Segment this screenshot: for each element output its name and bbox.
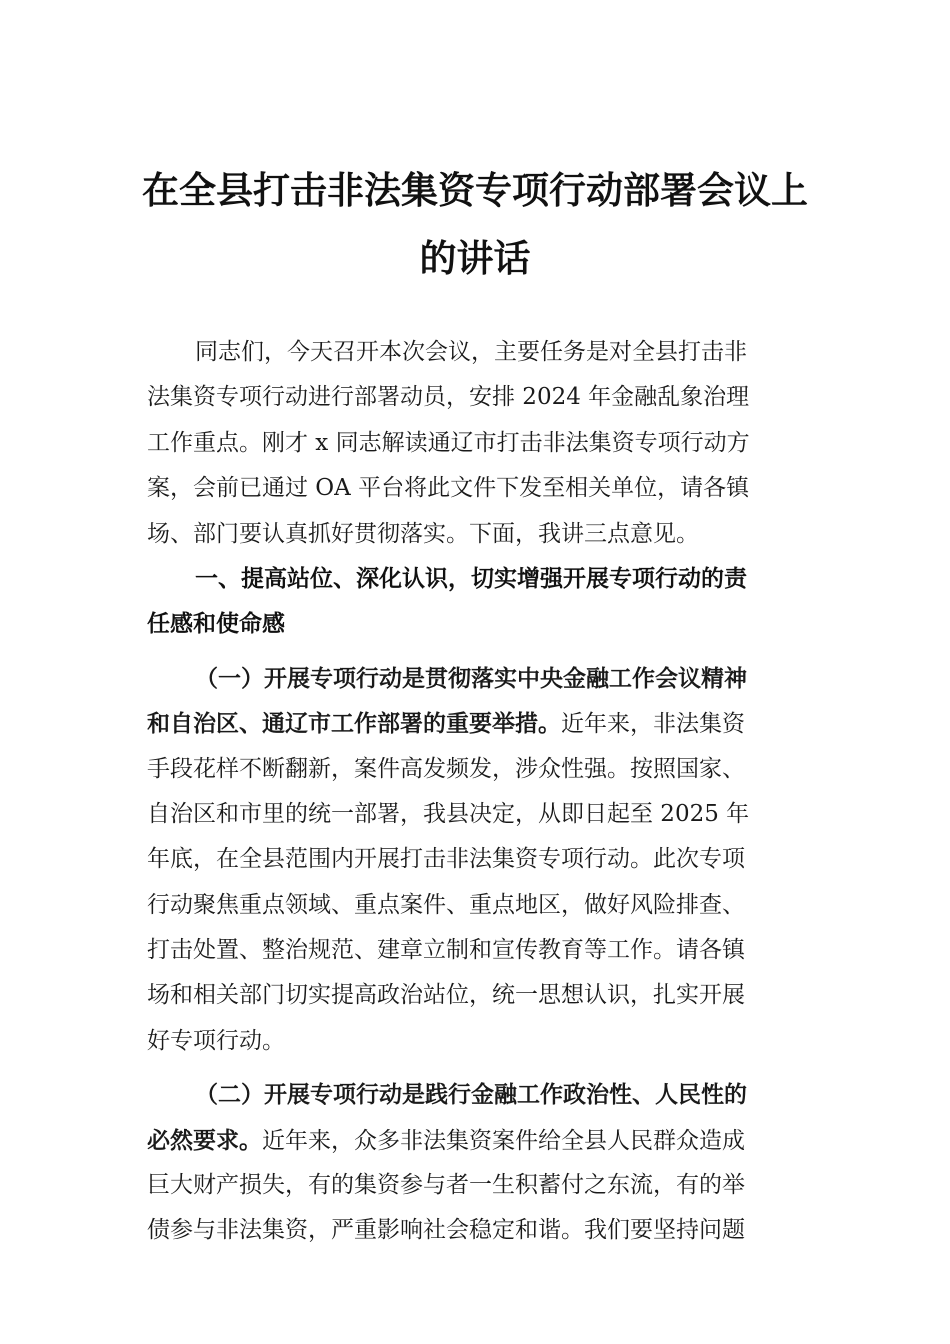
subsection-heading-tail: 必然要求。 — [147, 1126, 262, 1154]
document-body — [147, 330, 812, 1254]
section-heading: 任感和使命感 — [147, 611, 285, 638]
intro-line: 案，会前已通过 OA 平台将此文件下发至相关单位，请各镇 — [147, 475, 750, 502]
subsection-line — [147, 1118, 812, 1163]
subsection-heading: （一）开展专项行动是贯彻落实中央金融工作会议精神 — [195, 664, 747, 692]
section-heading: 一、提高站位、深化认识，切实增强开展专项行动的责 — [195, 565, 747, 592]
spacer — [147, 1064, 812, 1072]
intro-line: 工作重点。刚才 x 同志解读通辽市打击非法集资专项行动方 — [147, 429, 750, 456]
paragraph-line: 自治区和市里的统一部署，我县决定，从即日起至 2025 年 — [147, 800, 750, 827]
intro-line: 法集资专项行动进行部署动员，安排 2024 年金融乱象治理 — [147, 384, 750, 411]
paragraph-line: 行动聚焦重点领域、重点案件、重点地区，做好风险排查、 — [147, 891, 745, 918]
paragraph-line: 手段花样不断翻新，案件高发频发，涉众性强。按照国家、 — [147, 755, 745, 782]
paragraph-text: 近年来，非法集资 — [561, 711, 745, 738]
paragraph-line: 好专项行动。 — [147, 1027, 285, 1054]
paragraph-line: 场和相关部门切实提高政治站位，统一思想认识，扎实开展 — [147, 982, 745, 1009]
spacer — [147, 648, 812, 656]
intro-line: 同志们，今天召开本次会议，主要任务是对全县打击非 — [195, 339, 747, 365]
paragraph-line: 巨大财产损失，有的集资参与者一生积蓄付之东流，有的举 — [147, 1172, 745, 1199]
document-title-line-2: 的讲话 — [419, 236, 531, 280]
paragraph-line: 年底，在全县范围内开展打击非法集资专项行动。此次专项 — [147, 846, 745, 873]
intro-line: 场、部门要认真抓好贯彻落实。下面，我讲三点意见。 — [147, 520, 699, 547]
paragraph-text: 近年来，众多非法集资案件给全县人民群众造成 — [262, 1127, 745, 1154]
paragraph-line: 债参与非法集资，严重影响社会稳定和谐。我们要坚持问题 — [147, 1217, 745, 1244]
paragraph-line: 打击处置、整治规范、建章立制和宣传教育等工作。请各镇 — [147, 937, 745, 964]
subsection-line — [147, 701, 812, 746]
document-title-line-1: 在全县打击非法集资专项行动部署会议上 — [142, 168, 808, 212]
subsection-heading: （二）开展专项行动是践行金融工作政治性、人民性的 — [195, 1081, 747, 1109]
subsection-heading-tail: 和自治区、通辽市工作部署的重要举措。 — [147, 710, 561, 738]
